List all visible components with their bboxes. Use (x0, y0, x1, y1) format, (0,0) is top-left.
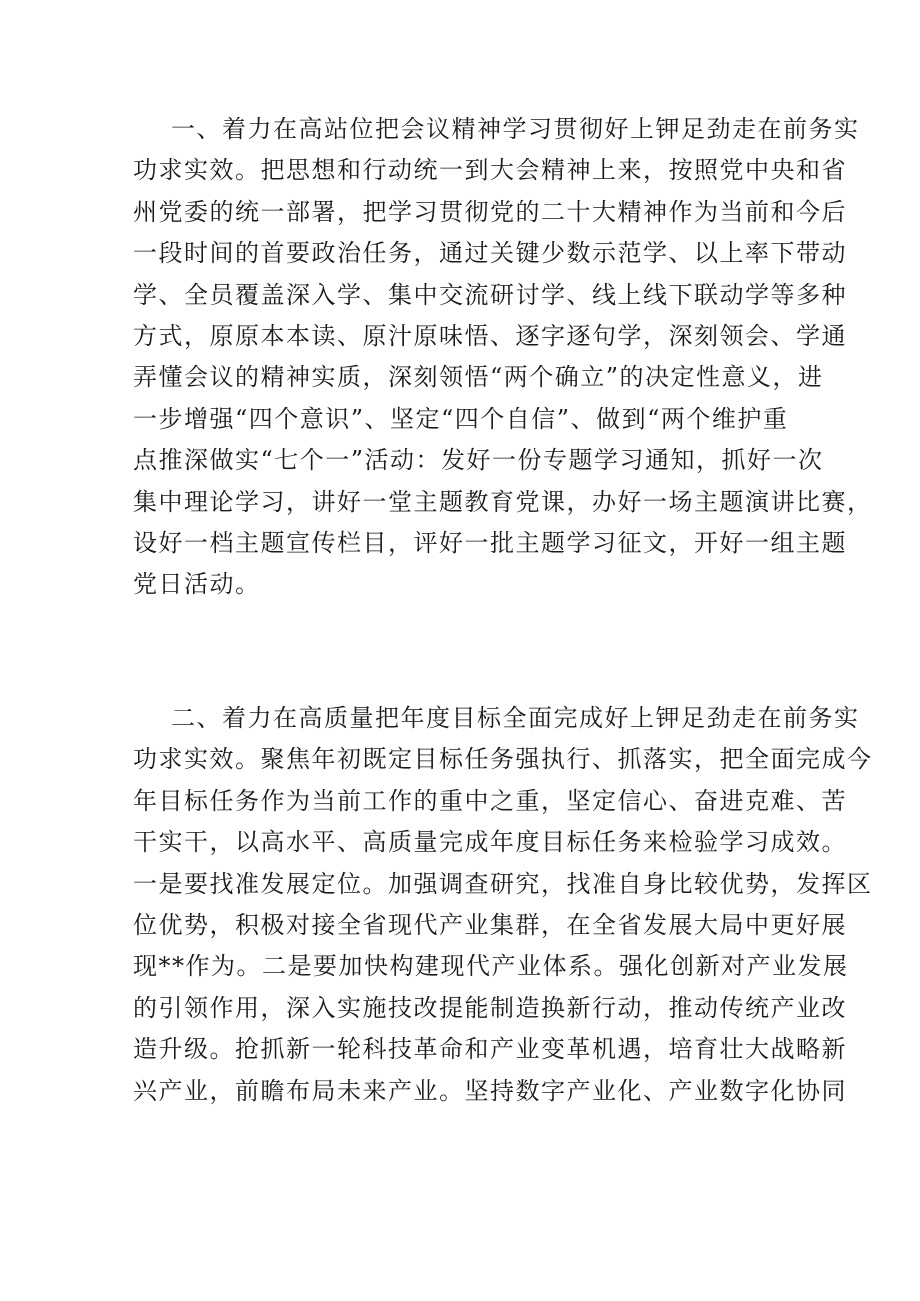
paragraph-1-line: 一段时间的首要政治任务，通过关键少数示范学、以上率下带动 (133, 239, 847, 268)
paragraph-2-line: 位优势，积极对接全省现代产业集群，在全省发展大局中更好展 (133, 910, 847, 939)
paragraph-1-line: 党日活动。 (133, 570, 261, 599)
paragraph-1 (133, 109, 873, 606)
paragraph-2-line: 的引领作用，深入实施技改提能制造换新行动，推动传统产业改 (133, 993, 847, 1022)
paragraph-2-line: 现**作为。二是要加快构建现代产业体系。强化创新对产业发展 (133, 952, 849, 981)
paragraph-1-line: 州党委的统一部署，把学习贯彻党的二十大精神作为当前和今后 (133, 197, 847, 226)
paragraph-2-line: 功求实效。聚焦年初既定目标任务强执行、抓落实，把全面完成今 (133, 745, 873, 774)
paragraph-1-line: 点推深做实“七个一”活动：发好一份专题学习通知，抓好一次 (133, 446, 824, 475)
paragraph-1-line: 方式，原原本本读、原汁原味悟、逐字逐句学，深刻领会、学通 (133, 321, 847, 350)
paragraph-2-line: 二、着力在高质量把年度目标全面完成好上钾足劲走在前务实 (171, 704, 860, 732)
paragraph-1-line: 一步增强“四个意识”、坚定“四个自信”、做到“两个维护重 (133, 404, 789, 433)
paragraph-2-line: 兴产业，前瞻布局未来产业。坚持数字产业化、产业数字化协同 (133, 1076, 847, 1105)
paragraph-1-line: 弄懂会议的精神实质，深刻领悟“两个确立”的决定性意义，进 (133, 363, 824, 392)
paragraph-1-line: 功求实效。把思想和行动统一到大会精神上来，按照党中央和省 (133, 156, 847, 185)
paragraph-1-line: 学、全员覆盖深入学、集中交流研讨学、线上线下联动学等多种 (133, 280, 847, 309)
paragraph-2-line: 一是要找准发展定位。加强调查研究，找准自身比较优势，发挥区 (133, 869, 873, 898)
paragraph-1-line: 集中理论学习，讲好一堂主题教育党课，办好一场主题演讲比赛， (133, 487, 873, 516)
paragraph-2-line: 造升级。抢抓新一轮科技革命和产业变革机遇，培育壮大战略新 (133, 1035, 847, 1064)
paragraph-1-line: 设好一档主题宣传栏目，评好一批主题学习征文，开好一组主题 (133, 528, 847, 557)
paragraph-1-line: 一、着力在高站位把会议精神学习贯彻好上钾足劲走在前务实 (171, 115, 860, 143)
paragraph-2-line: 年目标任务作为当前工作的重中之重，坚定信心、奋进克难、苦 (133, 786, 847, 815)
paragraph-2-line: 干实干，以高水平、高质量完成年度目标任务来检验学习成效。 (133, 828, 847, 857)
paragraph-2 (133, 698, 873, 1112)
